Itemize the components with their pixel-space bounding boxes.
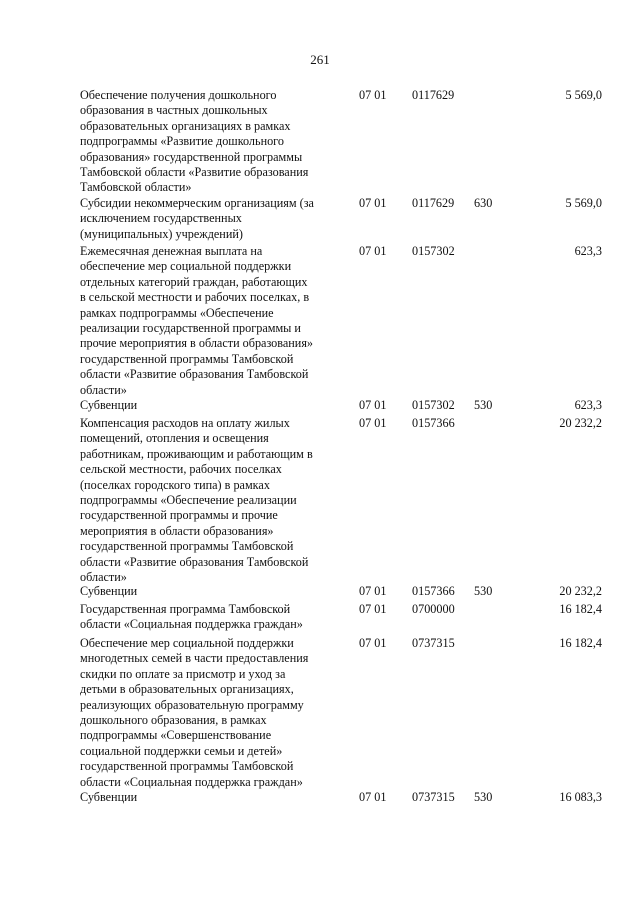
row-code: 0737315	[412, 790, 455, 804]
row-type: 530	[474, 790, 493, 804]
row-description: Обеспечение мер социальной поддержки многодетных семей в части предоставления скидки по оплате за присмотр и уход за детьми в образовательных организациях, реализующих образовательную программу дошкольного образования, в рамках подпрограммы «Совершенствование социальной поддержки семьи и детей» государственной программы Тамбовской области «Социальная поддержка граждан»	[80, 636, 309, 789]
row-description: Субсидии некоммерческим организациям (за исключением государственных (муниципальных) учреждений)	[80, 196, 314, 241]
page-number: 261	[310, 52, 330, 67]
row-code: 0157366	[412, 584, 455, 598]
row-section: 07 01	[359, 244, 387, 258]
row-section: 07 01	[359, 602, 387, 616]
row-amount: 623,3	[574, 398, 602, 412]
row-amount: 623,3	[574, 244, 602, 258]
row-code: 0157302	[412, 398, 455, 412]
row-section: 07 01	[359, 636, 387, 650]
row-section: 07 01	[359, 416, 387, 430]
row-description: Компенсация расходов на оплату жилых помещений, отопления и освещения работникам, проживающим и работающим в сельской местности, рабочих поселках (поселках городского типа) в рамках подпрограммы «Обеспечение реализации государственной программы и прочие мероприятия в области образования» государственной программы Тамбовской области «Развитие образования Тамбовской области»	[80, 416, 313, 585]
row-code: 0157302	[412, 244, 455, 258]
row-section: 07 01	[359, 790, 387, 804]
row-amount: 16 182,4	[559, 602, 602, 616]
row-section: 07 01	[359, 196, 387, 210]
row-code: 0700000	[412, 602, 455, 616]
row-type: 630	[474, 196, 493, 210]
row-type: 530	[474, 584, 493, 598]
row-description: Субвенции	[80, 398, 138, 412]
row-section: 07 01	[359, 584, 387, 598]
row-description: Государственная программа Тамбовской области «Социальная поддержка граждан»	[80, 602, 303, 632]
row-section: 07 01	[359, 88, 387, 102]
row-description: Субвенции	[80, 790, 138, 804]
row-type: 530	[474, 398, 493, 412]
row-code: 0117629	[412, 88, 455, 102]
row-amount: 16 083,3	[559, 790, 602, 804]
row-amount: 5 569,0	[565, 88, 602, 102]
row-code: 0737315	[412, 636, 455, 650]
row-description: Субвенции	[80, 584, 138, 598]
row-section: 07 01	[359, 398, 387, 412]
row-amount: 5 569,0	[565, 196, 602, 210]
row-code: 0117629	[412, 196, 455, 210]
row-code: 0157366	[412, 416, 455, 430]
row-description: Ежемесячная денежная выплата на обеспечение мер социальной поддержки отдельных категорий граждан, работающих в сельской местности и рабочих поселках, в рамках подпрограммы «Обеспечение реализации государственной программы и прочие мероприятия в области образования» государственной программы Тамбовской области «Развитие образования Тамбовской области»	[80, 244, 314, 397]
row-amount: 16 182,4	[559, 636, 602, 650]
row-amount: 20 232,2	[559, 584, 602, 598]
row-amount: 20 232,2	[559, 416, 602, 430]
row-description: Обеспечение получения дошкольного образования в частных дошкольных образовательных организациях в рамках подпрограммы «Развитие дошкольного образования» государственной программы Тамбовской области «Развитие образования Тамбовской области»	[80, 88, 309, 195]
